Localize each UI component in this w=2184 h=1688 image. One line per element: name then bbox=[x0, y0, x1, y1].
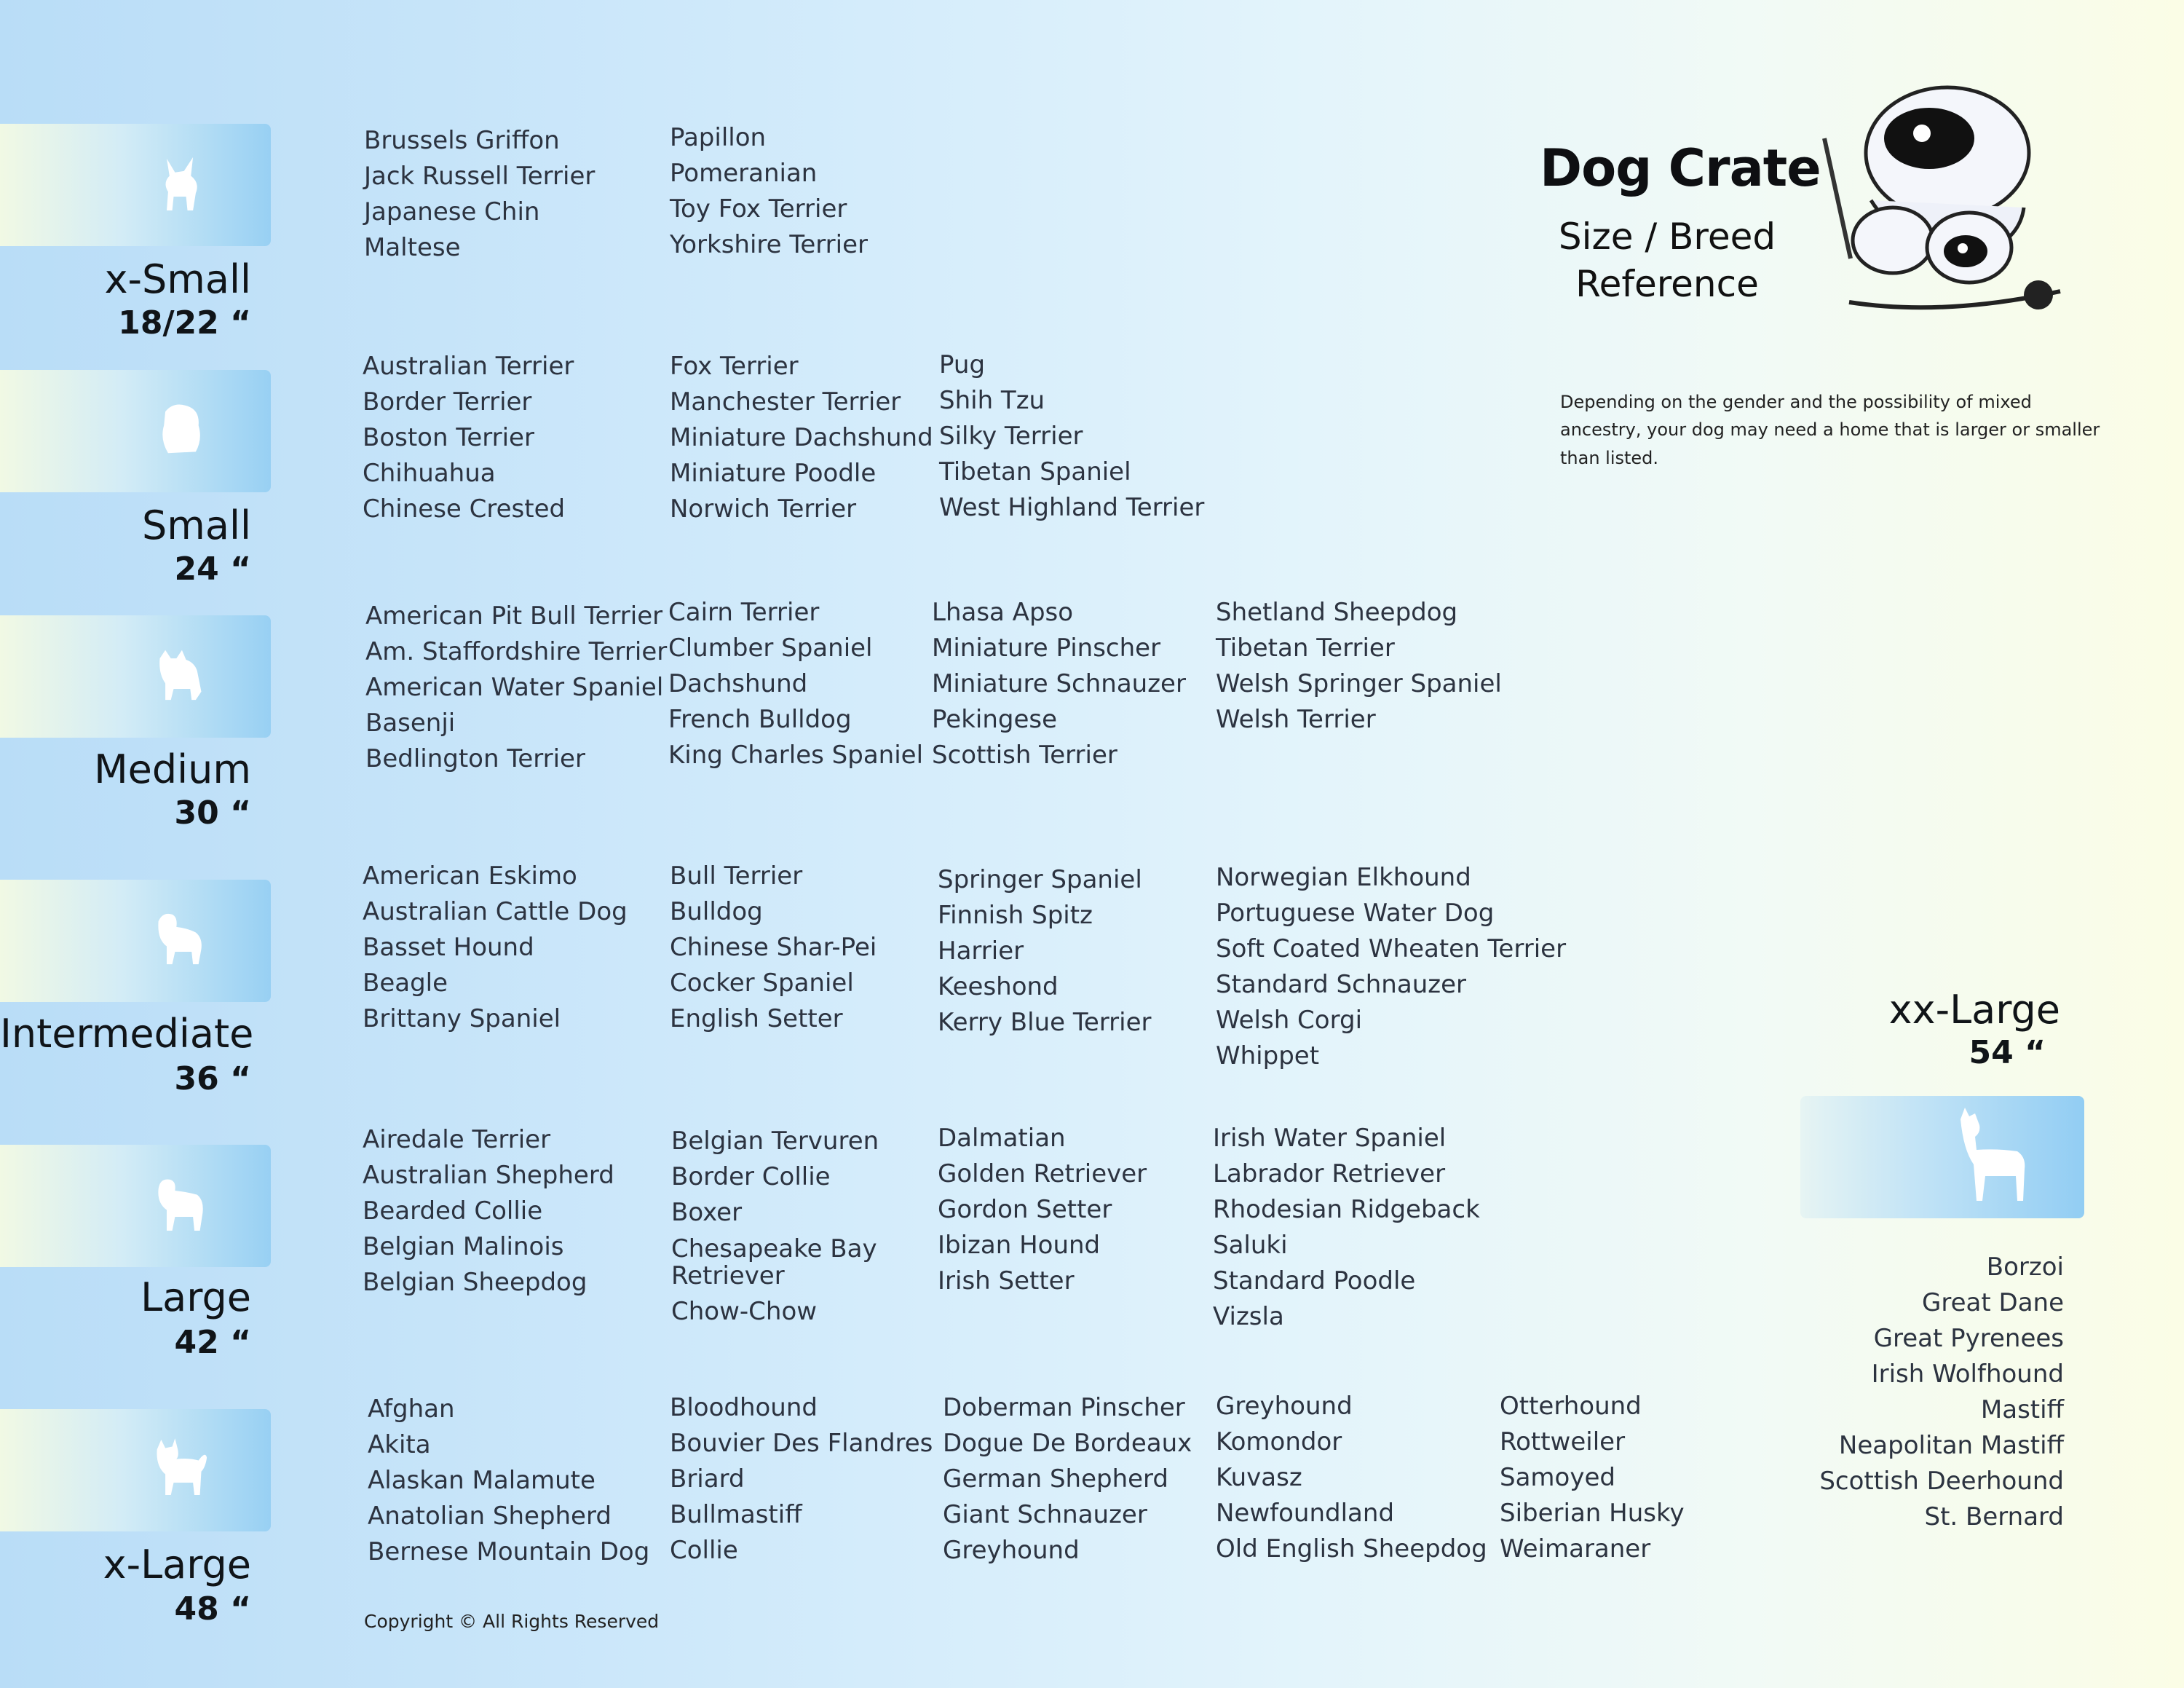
breed-item: Shih Tzu bbox=[939, 386, 1045, 415]
breed-item: Bernese Mountain Dog bbox=[368, 1537, 650, 1566]
breed-item: Tibetan Spaniel bbox=[939, 457, 1131, 486]
breed-item: Otterhound bbox=[1500, 1392, 1642, 1421]
size-dimension-xlarge: 48 “ bbox=[174, 1590, 251, 1628]
breed-item: Weimaraner bbox=[1500, 1534, 1651, 1563]
papillon-silhouette-icon bbox=[153, 150, 208, 216]
breed-item: Great Dane bbox=[1922, 1288, 2064, 1317]
breed-item: Greyhound bbox=[1216, 1392, 1353, 1421]
breed-item: Bullmastiff bbox=[670, 1500, 802, 1529]
breed-item: Saluki bbox=[1213, 1231, 1288, 1260]
breed-item: Brittany Spaniel bbox=[363, 1004, 561, 1033]
breed-item: Bearded Collie bbox=[363, 1196, 543, 1226]
breed-item: King Charles Spaniel bbox=[668, 741, 924, 770]
size-dimension-xsmall: 18/22 “ bbox=[118, 304, 251, 342]
breed-item: Yorkshire Terrier bbox=[670, 230, 868, 259]
breed-item: Irish Water Spaniel bbox=[1213, 1124, 1447, 1153]
breed-item: Welsh Corgi bbox=[1216, 1006, 1363, 1035]
breed-item: Borzoi bbox=[1986, 1253, 2064, 1282]
breed-item: Toy Fox Terrier bbox=[670, 194, 847, 224]
size-tab-intermediate bbox=[0, 880, 271, 1002]
breed-item: Chesapeake Bay Retriever bbox=[671, 1234, 877, 1291]
breed-item: Belgian Tervuren bbox=[671, 1127, 879, 1156]
size-dimension-small: 24 “ bbox=[174, 551, 251, 588]
shih-tzu-silhouette-icon bbox=[153, 396, 208, 462]
breed-item: Belgian Malinois bbox=[363, 1232, 564, 1261]
size-dimension-large: 42 “ bbox=[174, 1324, 251, 1361]
breed-item: Rhodesian Ridgeback bbox=[1213, 1195, 1480, 1224]
breed-item: Australian Terrier bbox=[363, 352, 574, 381]
breed-item: Boxer bbox=[671, 1198, 743, 1227]
spaniel-silhouette-icon bbox=[153, 906, 208, 971]
breed-item: Miniature Schnauzer bbox=[932, 669, 1186, 698]
breed-item: Border Collie bbox=[671, 1162, 831, 1191]
breed-item: Golden Retriever bbox=[938, 1159, 1147, 1188]
breed-item: Ibizan Hound bbox=[938, 1231, 1101, 1260]
breed-item: Shetland Sheepdog bbox=[1216, 598, 1458, 627]
breed-item: Samoyed bbox=[1500, 1463, 1615, 1492]
size-tab-xsmall bbox=[0, 124, 271, 246]
breed-item: Dachshund bbox=[668, 669, 808, 698]
breed-item: Whippet bbox=[1216, 1041, 1320, 1070]
size-dimension-intermediate: 36 “ bbox=[174, 1060, 251, 1097]
breed-item: Alaskan Malamute bbox=[368, 1466, 596, 1495]
breed-item: Keeshond bbox=[938, 972, 1059, 1001]
size-label-xxlarge: xx-Large bbox=[1888, 987, 2060, 1033]
breed-item: Bull Terrier bbox=[670, 861, 803, 891]
breed-item: Beagle bbox=[363, 969, 448, 998]
size-tab-medium bbox=[0, 615, 271, 738]
breed-item: Basset Hound bbox=[363, 933, 534, 962]
breed-item: American Pit Bull Terrier bbox=[365, 602, 663, 631]
breed-item: West Highland Terrier bbox=[939, 493, 1205, 522]
breed-item: Rottweiler bbox=[1500, 1427, 1626, 1456]
breed-item: Bouvier Des Flandres bbox=[670, 1429, 933, 1458]
breed-item: Maltese bbox=[364, 233, 461, 262]
breed-item: Papillon bbox=[670, 123, 767, 152]
size-disclaimer-note: Depending on the gender and the possibility of mixed ancestry, your dog may need a home that is larger or smaller than listed. bbox=[1560, 392, 2100, 468]
breed-item: Clumber Spaniel bbox=[668, 634, 873, 663]
breed-item: Cairn Terrier bbox=[668, 598, 820, 627]
breed-item: American Eskimo bbox=[363, 861, 577, 891]
breed-item: Bloodhound bbox=[670, 1393, 818, 1422]
breed-item: Vizsla bbox=[1213, 1302, 1284, 1331]
breed-item: Bedlington Terrier bbox=[365, 744, 585, 773]
retriever-silhouette-icon bbox=[153, 1171, 208, 1237]
size-label-medium: Medium bbox=[94, 746, 251, 792]
breed-item: Giant Schnauzer bbox=[943, 1500, 1147, 1529]
breed-item: Komondor bbox=[1216, 1427, 1342, 1456]
breed-item: Harrier bbox=[938, 936, 1024, 966]
page-subtitle-line2: Reference bbox=[1575, 263, 1759, 305]
copyright-notice: Copyright © All Rights Reserved bbox=[364, 1611, 660, 1632]
breed-item: Akita bbox=[368, 1430, 431, 1459]
size-dimension-xxlarge: 54 “ bbox=[1969, 1034, 2046, 1071]
breed-item: German Shepherd bbox=[943, 1464, 1169, 1494]
breed-item: Fox Terrier bbox=[670, 352, 799, 381]
breed-item: Australian Cattle Dog bbox=[363, 897, 628, 926]
breed-item: Labrador Retriever bbox=[1213, 1159, 1446, 1188]
breed-item: Welsh Springer Spaniel bbox=[1216, 669, 1502, 698]
breed-item: Pekingese bbox=[932, 705, 1058, 734]
breed-item: Norwich Terrier bbox=[670, 494, 857, 524]
breed-item: Japanese Chin bbox=[364, 197, 540, 226]
breed-item: Pug bbox=[939, 350, 986, 379]
breed-item: Scottish Terrier bbox=[932, 741, 1117, 770]
breed-item: Silky Terrier bbox=[939, 422, 1083, 451]
breed-item: Norwegian Elkhound bbox=[1216, 863, 1471, 892]
size-tab-small bbox=[0, 370, 271, 492]
breed-item: Brussels Griffon bbox=[364, 126, 560, 155]
breed-item: Scottish Deerhound bbox=[1819, 1467, 2064, 1496]
breed-item: Irish Setter bbox=[938, 1266, 1075, 1295]
breed-item: Belgian Sheepdog bbox=[363, 1268, 587, 1297]
breed-item: Miniature Poodle bbox=[670, 459, 877, 488]
breed-item: Jack Russell Terrier bbox=[364, 162, 596, 191]
breed-item: Greyhound bbox=[943, 1536, 1080, 1565]
breed-item: Chinese Crested bbox=[363, 494, 566, 524]
size-tab-large bbox=[0, 1145, 271, 1267]
breed-item: Manchester Terrier bbox=[670, 387, 901, 417]
breed-item: Cocker Spaniel bbox=[670, 969, 854, 998]
breed-item: Airedale Terrier bbox=[363, 1125, 551, 1154]
mascot-dog-illustration bbox=[1820, 69, 2068, 320]
breed-item: Bulldog bbox=[670, 897, 763, 926]
breed-item: Great Pyrenees bbox=[1873, 1324, 2064, 1353]
breed-item: Tibetan Terrier bbox=[1216, 634, 1395, 663]
breed-item: French Bulldog bbox=[668, 705, 852, 734]
size-dimension-medium: 30 “ bbox=[174, 794, 251, 832]
breed-item: Standard Poodle bbox=[1213, 1266, 1416, 1295]
breed-item: Soft Coated Wheaten Terrier bbox=[1216, 934, 1567, 963]
breed-item: Dogue De Bordeaux bbox=[943, 1429, 1192, 1458]
breed-item: Chinese Shar-Pei bbox=[670, 933, 877, 962]
size-label-xlarge: x-Large bbox=[103, 1542, 251, 1588]
breed-item: Neapolitan Mastiff bbox=[1838, 1431, 2064, 1460]
breed-item: Boston Terrier bbox=[363, 423, 534, 452]
size-label-large: Large bbox=[141, 1274, 251, 1320]
breed-item: Finnish Spitz bbox=[938, 901, 1093, 930]
page-subtitle-line1: Size / Breed bbox=[1558, 216, 1776, 258]
breed-item: Old English Sheepdog bbox=[1216, 1534, 1487, 1563]
size-label-xsmall: x-Small bbox=[104, 256, 251, 302]
breed-item: Doberman Pinscher bbox=[943, 1393, 1185, 1422]
breed-item: Mastiff bbox=[1980, 1395, 2064, 1424]
breed-item: Kerry Blue Terrier bbox=[938, 1008, 1152, 1037]
breed-item: Irish Wolfhound bbox=[1871, 1360, 2064, 1389]
breed-item: Chow-Chow bbox=[671, 1297, 818, 1326]
breed-item: St. Bernard bbox=[1924, 1502, 2064, 1531]
great-dane-silhouette-icon bbox=[1953, 1106, 2033, 1208]
husky-silhouette-icon bbox=[153, 1435, 208, 1501]
size-tab-xxlarge bbox=[1800, 1096, 2084, 1218]
breed-item: Am. Staffordshire Terrier bbox=[365, 637, 668, 666]
breed-item: Springer Spaniel bbox=[938, 865, 1142, 894]
breed-item: Pomeranian bbox=[670, 159, 818, 188]
size-label-intermediate: Intermediate bbox=[0, 1011, 254, 1057]
breed-item: American Water Spaniel bbox=[365, 673, 664, 702]
breed-item: Australian Shepherd bbox=[363, 1161, 614, 1190]
page-title: Dog Crate bbox=[1540, 138, 1821, 198]
breed-item: Border Terrier bbox=[363, 387, 532, 417]
size-tab-xlarge bbox=[0, 1409, 271, 1531]
breed-item: Chihuahua bbox=[363, 459, 496, 488]
breed-item: Portuguese Water Dog bbox=[1216, 899, 1495, 928]
breed-item: Newfoundland bbox=[1216, 1499, 1395, 1528]
breed-item: Kuvasz bbox=[1216, 1463, 1302, 1492]
breed-item: English Setter bbox=[670, 1004, 843, 1033]
breed-item: Briard bbox=[670, 1464, 745, 1494]
breed-item: Dalmatian bbox=[938, 1124, 1066, 1153]
terrier-silhouette-icon bbox=[153, 642, 208, 707]
breed-item: Miniature Pinscher bbox=[932, 634, 1161, 663]
size-label-small: Small bbox=[142, 502, 251, 548]
breed-item: Basenji bbox=[365, 709, 456, 738]
breed-item: Gordon Setter bbox=[938, 1195, 1112, 1224]
breed-item: Collie bbox=[670, 1536, 738, 1565]
breed-item: Anatolian Shepherd bbox=[368, 1502, 612, 1531]
breed-item: Welsh Terrier bbox=[1216, 705, 1376, 734]
breed-item: Standard Schnauzer bbox=[1216, 970, 1466, 999]
breed-item: Miniature Dachshund bbox=[670, 423, 933, 452]
breed-item: Lhasa Apso bbox=[932, 598, 1074, 627]
breed-item: Siberian Husky bbox=[1500, 1499, 1685, 1528]
breed-item: Afghan bbox=[368, 1395, 455, 1424]
